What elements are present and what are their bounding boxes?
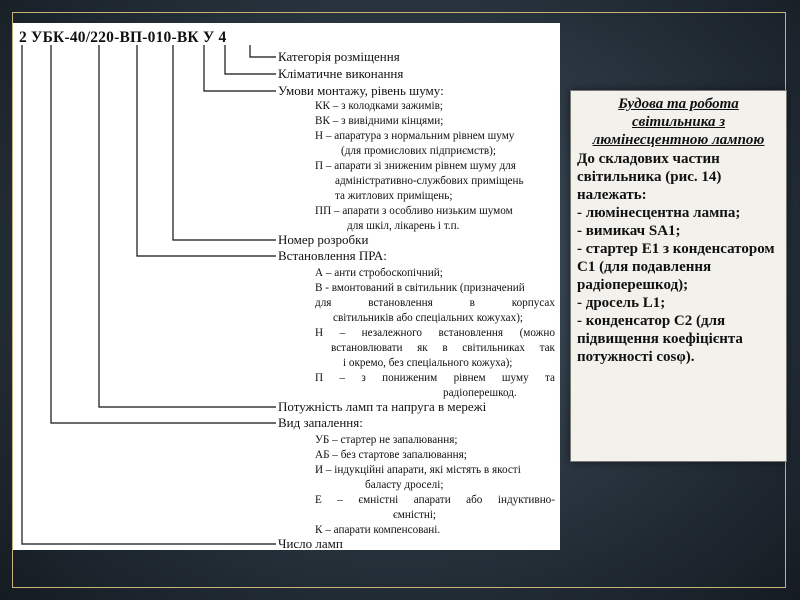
mounting-item: (для промислових підприємств); <box>341 145 496 157</box>
ignition-item: баласту дроселі; <box>365 479 444 491</box>
ignition-item: И – індукційні апарати, які містять в якості <box>315 464 521 476</box>
designation-diagram <box>13 23 560 550</box>
card-line: - вимикач SA1; <box>577 223 681 239</box>
card-line: - люмінесцентна лампа; <box>577 205 741 221</box>
label-pra: Встановлення ПРА: <box>278 248 387 263</box>
pra-item: радіоперешкод. <box>443 387 517 399</box>
card-line: - дросель L1; <box>577 295 666 311</box>
mounting-item: П – апарати зі зниженим рівнем шуму для <box>315 160 516 172</box>
card-line: До складових частин світильника (рис. 14) належать: <box>577 151 722 203</box>
pra-item: і окремо, без спеціального кожуха); <box>343 357 513 369</box>
line-ignition <box>51 45 276 423</box>
label-ignition: Вид запалення: <box>278 415 363 430</box>
card-line: - конденсатор С2 (для підвищення коефіцієнта потужності cosφ). <box>577 313 743 365</box>
mounting-item: для шкіл, лікарень і т.п. <box>347 220 460 232</box>
pra-item: для встановлення в корпусах <box>315 297 555 309</box>
label-climatic: Кліматичне виконання <box>278 66 404 81</box>
ignition-item: ємністні; <box>393 509 437 521</box>
mounting-item: Н – апаратура з нормальним рівнем шуму <box>315 130 515 142</box>
label-lamp-count: Число ламп <box>278 536 343 550</box>
line-power <box>99 45 276 407</box>
mounting-item: ПП – апарати з особливо низьким шумом <box>315 205 513 217</box>
card-line: - стартер Е1 з конденсатором С1 (для подавлення радіоперешкод); <box>577 241 775 293</box>
label-mounting: Умови монтажу, рівень шуму: <box>278 83 444 98</box>
pra-item: А – анти стробоскопічний; <box>315 267 443 279</box>
line-lamp-count <box>22 45 276 544</box>
ignition-item: АБ – без стартове запалювання; <box>315 449 467 461</box>
ignition-item: Е – ємністні апарати або індуктивно- <box>315 494 555 506</box>
pra-item: Н – незалежного встановлення (можно <box>315 327 555 339</box>
ignition-item: К – апарати компенсовані. <box>315 524 441 536</box>
label-placement-category: Категорія розміщення <box>278 49 400 64</box>
mounting-item: ВК – з вивідними кінцями; <box>315 115 444 127</box>
card-title: Будова та робота світильника з люмінесцентною лампою <box>592 96 765 148</box>
line-placement-category <box>250 45 276 57</box>
mounting-item: адміністративно-службових приміщень <box>335 175 524 187</box>
line-pra <box>137 45 276 256</box>
line-mounting <box>204 45 276 91</box>
ignition-item: УБ – стартер не запалювання; <box>315 434 458 446</box>
card-body <box>577 150 780 366</box>
description-card <box>570 90 787 462</box>
mounting-item: та житлових приміщень; <box>335 190 453 202</box>
label-power: Потужність ламп та напруга в мережі <box>278 399 487 414</box>
pra-item: встановлювати як в світильниках так <box>331 342 555 354</box>
pra-item: В - вмонтований в світильник (призначений <box>315 282 525 294</box>
pra-item: світильників або спеціальних кожухах); <box>333 312 524 324</box>
label-dev-number: Номер розробки <box>278 232 369 247</box>
pra-item: П – з пониженим рівнем шуму та <box>315 372 555 384</box>
mounting-item: КК – з колодками зажимів; <box>315 100 443 112</box>
designation-code: 2 УБК-40/220-ВП-010-ВК У 4 <box>19 29 227 46</box>
